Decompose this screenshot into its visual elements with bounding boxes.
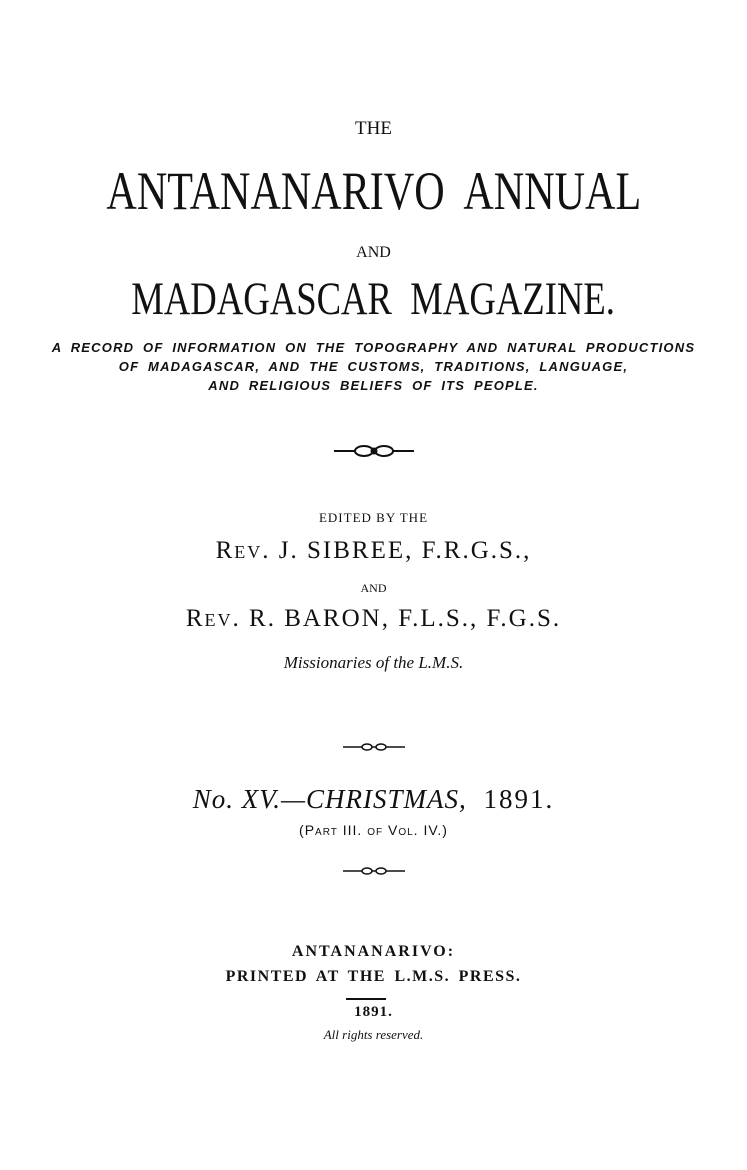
place: ANTANANARIVO: [291,943,456,960]
title-line-2 [0,272,747,326]
subtitle-line-3: AND RELIGIOUS BELIEFS OF ITS PEOPLE. [208,378,539,393]
ornament-divider-icon [334,444,414,458]
title-the: THE [355,118,392,139]
ornament-divider-small-icon [343,742,405,752]
printer: PRINTED AT THE L.M.S. PRESS. [225,968,522,985]
subtitle-line-1: A RECORD OF INFORMATION ON THE TOPOGRAPHY AND NATURAL PRODUCTIONS [51,340,696,355]
ornament-divider-small-icon [343,866,405,876]
editor-sibree: Rev. J. SIBREE, F.R.G.S., [215,537,532,564]
rule [346,998,386,1000]
title-magazine: MADAGASCAR MAGAZINE. [131,273,616,325]
edited-by: EDITED BY THE [318,510,429,525]
issue-number: No. XV.—CHRISTMAS, [192,784,467,814]
issue-year: 1891. [483,784,555,814]
title-annual: ANTANANARIVO ANNUAL [106,161,641,221]
rights-notice: All rights reserved. [323,1027,424,1042]
part-volume: (Part III. of Vol. IV.) [299,822,448,838]
editor-baron: Rev. R. BARON, F.L.S., F.G.S. [185,605,562,632]
title-line-1 [0,160,747,222]
and-1: AND [356,244,391,261]
issue-line [0,784,747,815]
and-2: AND [360,581,387,595]
missionaries-note: Missionaries of the L.M.S. [283,653,464,672]
subtitle-line-2: OF MADAGASCAR, AND THE CUSTOMS, TRADITIONS, LANGUAGE, [118,359,629,374]
year: 1891. [354,1004,393,1020]
